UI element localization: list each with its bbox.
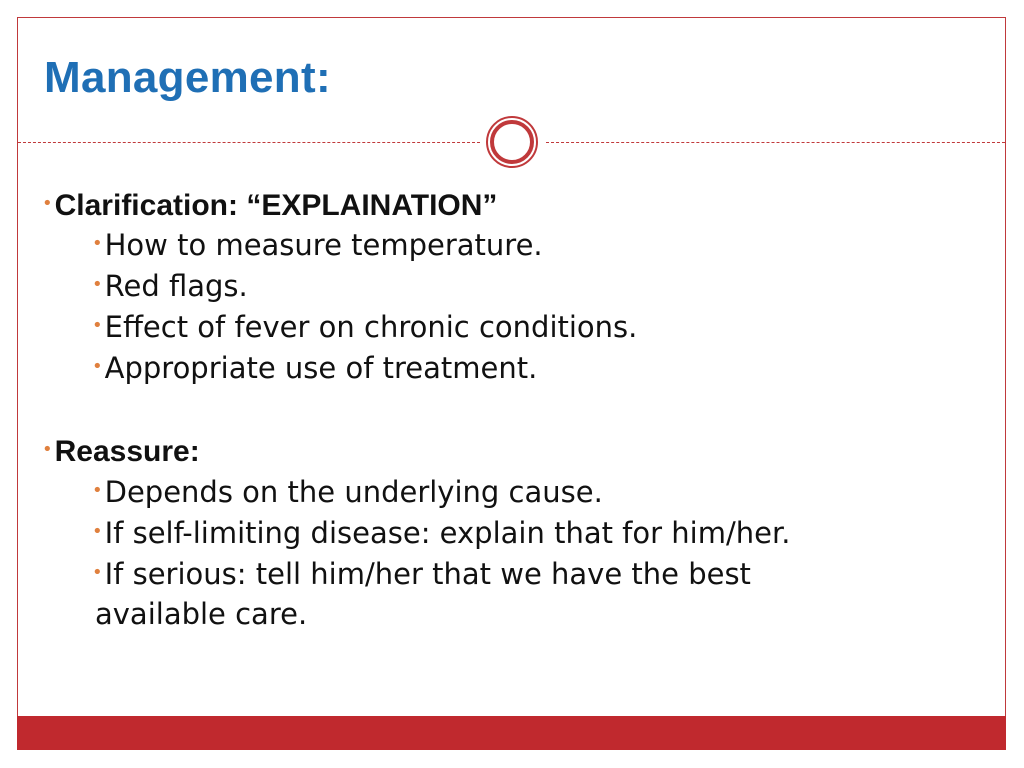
list-item-text: Effect of fever on chronic conditions. — [104, 310, 638, 344]
bullet-icon: • — [92, 315, 103, 336]
list-item-text: Appropriate use of treatment. — [104, 351, 538, 385]
bullet-icon: • — [92, 233, 103, 254]
list-item-text: Depends on the underlying cause. — [104, 475, 603, 509]
list-item — [92, 347, 537, 388]
list-item-text: Red flags. — [104, 269, 248, 303]
list-item — [92, 265, 248, 306]
list-item-text: How to measure temperature. — [104, 228, 543, 262]
section-heading: Clarification: “EXPLAINATION” — [54, 189, 498, 222]
section-clarification — [42, 184, 497, 226]
bullet-icon: • — [92, 356, 103, 377]
bullet-icon: • — [92, 480, 103, 501]
bullet-icon: • — [92, 562, 103, 583]
list-item-text: If serious: tell him/her that we have the best — [104, 557, 751, 591]
list-item — [92, 512, 790, 553]
list-item-continuation — [95, 594, 307, 634]
list-item — [92, 471, 603, 512]
bullet-icon: • — [92, 274, 103, 295]
footer-bar — [17, 716, 1006, 750]
bullet-icon: • — [92, 521, 103, 542]
list-item-text: available care. — [95, 597, 308, 631]
bullet-icon: • — [42, 193, 53, 214]
list-item — [92, 553, 751, 594]
slide-title: Management: — [44, 53, 331, 102]
section-heading: Reassure: — [54, 435, 200, 468]
list-item — [92, 224, 543, 265]
list-item-text: If self-limiting disease: explain that for him/her. — [104, 516, 791, 550]
bullet-icon: • — [42, 439, 53, 460]
section-reassure — [42, 430, 200, 472]
list-item — [92, 306, 637, 347]
